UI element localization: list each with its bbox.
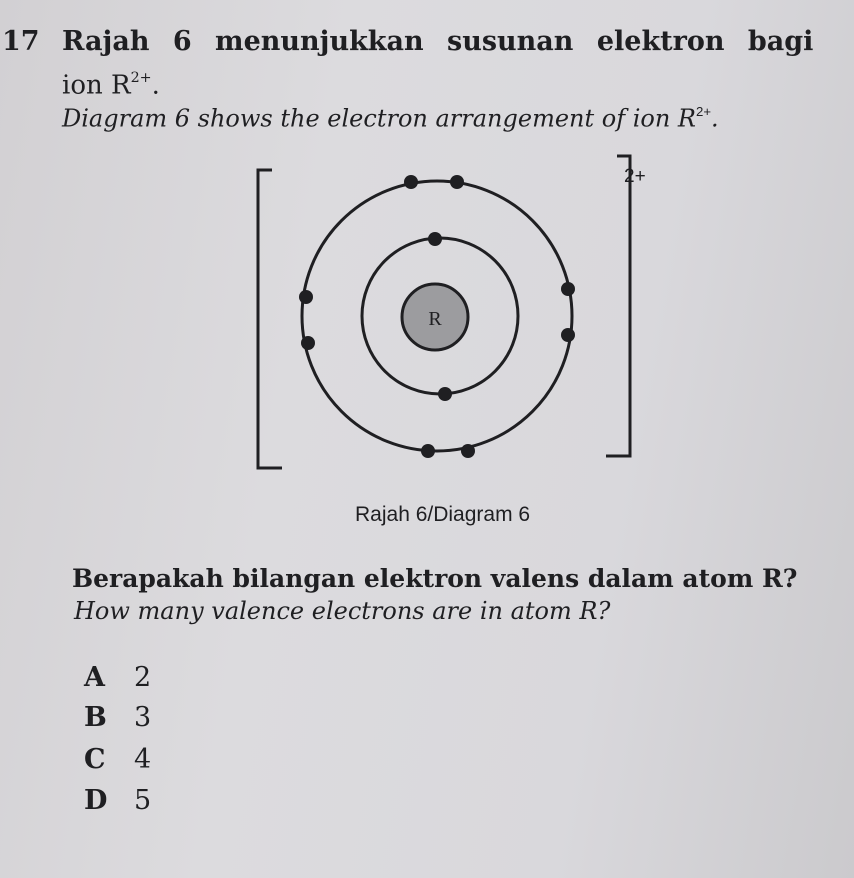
electron <box>428 232 442 246</box>
option-letter: B <box>84 702 107 733</box>
option-d[interactable] <box>84 785 151 816</box>
question-text-malay: Rajah 6 menunjukkan susunan elektron bagi <box>62 26 814 57</box>
ion-symbol: ion R <box>62 70 131 101</box>
nucleus-label: R <box>428 308 442 330</box>
option-value: 4 <box>134 744 152 775</box>
english-period: . <box>711 104 719 133</box>
ask-text-malay: Berapakah bilangan elektron valens dalam atom R? <box>72 564 798 593</box>
charge-label: 2+ <box>624 166 646 187</box>
option-value: 3 <box>134 702 152 733</box>
electron <box>561 328 575 342</box>
option-letter: C <box>84 744 106 775</box>
electron <box>450 175 464 189</box>
period: . <box>151 70 160 101</box>
option-c[interactable] <box>84 744 151 775</box>
option-value: 2 <box>134 662 152 693</box>
english-text: Diagram 6 shows the electron arrangement of ion R <box>62 104 696 133</box>
option-letter: D <box>84 785 108 816</box>
option-value: 5 <box>134 785 152 816</box>
electron <box>404 175 418 189</box>
option-b[interactable] <box>84 702 151 733</box>
electron <box>438 387 452 401</box>
electron <box>301 336 315 350</box>
electron <box>421 444 435 458</box>
option-letter: A <box>84 662 105 693</box>
question-number: 17 <box>2 26 40 57</box>
electron <box>461 444 475 458</box>
option-a[interactable] <box>84 662 151 693</box>
electron <box>299 290 313 304</box>
electron <box>561 282 575 296</box>
diagram-caption: Rajah 6/Diagram 6 <box>355 503 531 526</box>
english-ion-charge: 2+ <box>696 104 712 119</box>
left-bracket <box>258 170 282 468</box>
right-bracket <box>606 156 630 456</box>
ask-text-english: How many valence electrons are in atom R? <box>74 597 611 625</box>
ion-charge: 2+ <box>130 70 152 86</box>
